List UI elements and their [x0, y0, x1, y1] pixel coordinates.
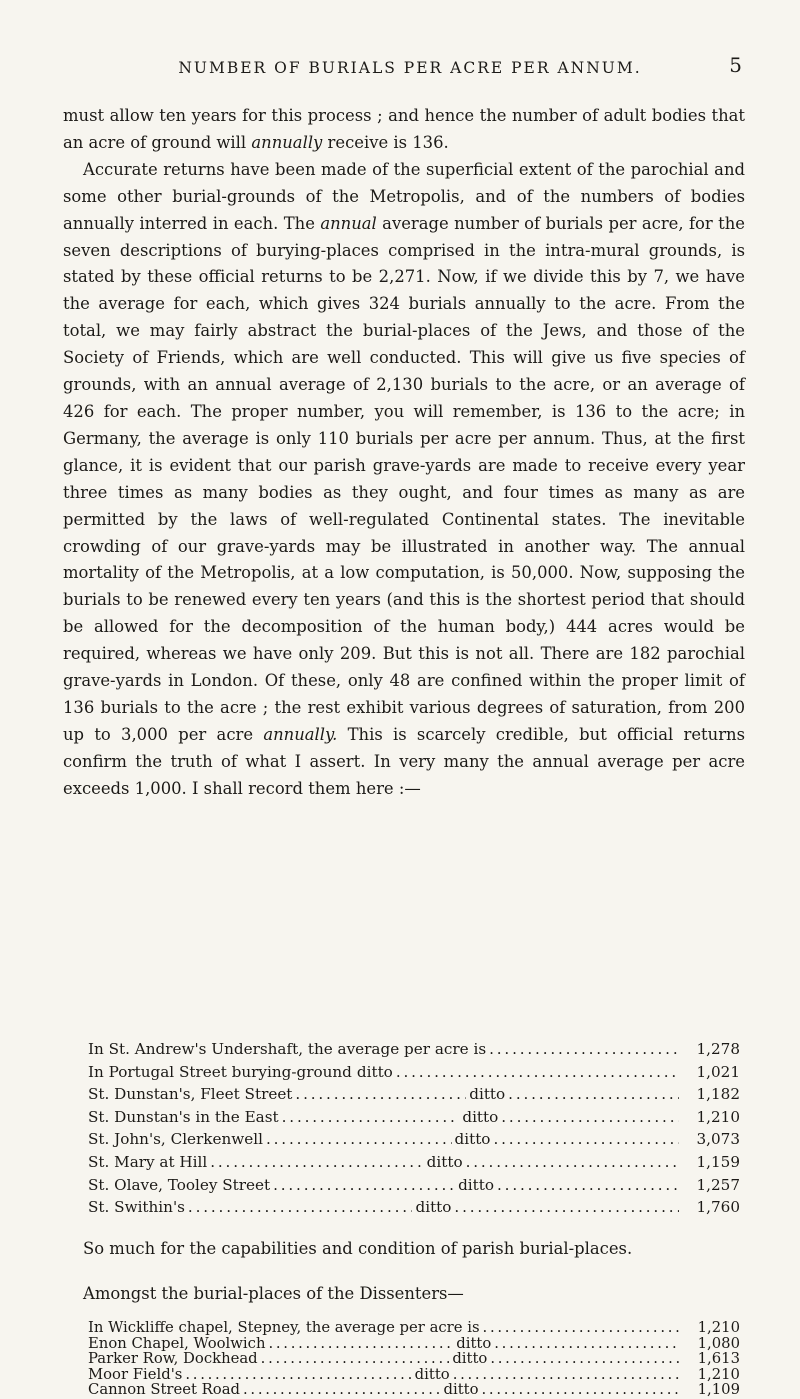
table-row — [88, 1038, 740, 1061]
row-place: St. Dunstan's, Fleet Street — [88, 1085, 293, 1104]
row-value: 1,210 — [697, 1319, 740, 1336]
dissenters-burial-table — [88, 1320, 740, 1398]
row-value: 1,021 — [696, 1062, 740, 1081]
row-value: 3,073 — [696, 1130, 740, 1149]
table-row — [88, 1151, 740, 1174]
paragraph-1-text: must allow ten years for this process ; and hence the number of adult bodies that an acre of ground will — [63, 106, 745, 152]
body-text — [63, 103, 745, 803]
row-ditto: ditto — [443, 1381, 479, 1398]
table-row — [88, 1367, 740, 1383]
row-value: 1,613 — [697, 1350, 740, 1367]
row-ditto: ditto — [469, 1085, 506, 1104]
closing-sentence: So much for the capabilities and condition of parish burial-places. — [83, 1239, 633, 1258]
row-place: In Wickliffe chapel, Stepney, the average per acre is — [88, 1319, 480, 1336]
row-place: St. Olave, Tooley Street — [88, 1175, 271, 1194]
dissenters-intro: Amongst the burial-places of the Dissenters— — [83, 1284, 464, 1303]
row-value: 1,278 — [696, 1040, 740, 1058]
table-row — [88, 1351, 740, 1367]
page-number: 5 — [729, 53, 742, 77]
table-row — [88, 1382, 740, 1398]
row-ditto: ditto — [426, 1152, 463, 1171]
dot-leader — [489, 1038, 679, 1061]
row-place: St. John's, Clerkenwell — [88, 1130, 263, 1149]
dot-leader — [483, 1320, 679, 1336]
dot-leader — [243, 1382, 440, 1398]
dot-leader — [501, 1106, 679, 1129]
dot-leader — [482, 1382, 679, 1398]
table-row — [88, 1196, 740, 1219]
paragraph-1 — [63, 103, 745, 157]
dot-leader — [453, 1367, 679, 1383]
paragraph-1-end: receive is 136. — [322, 132, 449, 152]
dot-leader — [490, 1351, 679, 1367]
dot-leader — [508, 1083, 679, 1106]
table-row — [88, 1174, 740, 1197]
row-value: 1,210 — [696, 1107, 740, 1126]
dot-leader — [268, 1336, 453, 1352]
row-place: Enon Chapel, Woolwich — [88, 1334, 266, 1352]
table-row — [88, 1128, 740, 1151]
dot-leader — [210, 1151, 423, 1174]
row-ditto: ditto — [356, 1062, 393, 1081]
row-ditto: ditto — [415, 1198, 452, 1217]
table-row — [88, 1106, 740, 1129]
row-ditto: ditto — [458, 1175, 495, 1194]
dot-leader — [494, 1336, 679, 1352]
dot-leader — [282, 1106, 460, 1129]
row-ditto: ditto — [456, 1334, 492, 1352]
row-place: Cannon Street Road — [88, 1381, 241, 1398]
dot-leader — [266, 1128, 452, 1151]
row-value: 1,210 — [697, 1365, 740, 1383]
paragraph-2-emphasis-annual: annual — [320, 213, 377, 233]
dot-leader — [497, 1174, 679, 1197]
paragraph-2-a: Accurate returns have been made of the superficial extent of the parochial and some other burial-grounds of the Metropolis, and of the numbers of bodies annually interred in each. The — [63, 159, 745, 233]
dot-leader — [295, 1083, 466, 1106]
dot-leader — [396, 1061, 679, 1084]
table-row — [88, 1320, 740, 1336]
paragraph-2 — [63, 157, 745, 803]
row-value: 1,257 — [696, 1175, 740, 1194]
paragraph-2-emphasis-annually: annually. — [263, 724, 338, 744]
dot-leader — [188, 1196, 413, 1219]
paragraph-2-c: This is scarcely credible, but official returns confirm the truth of what I assert. In very many the annual average per acre exceeds 1,000. I shall record them here :— — [63, 724, 745, 798]
running-head: NUMBER OF BURIALS PER ACRE PER ANNUM. — [178, 59, 642, 77]
row-value: 1,760 — [696, 1198, 740, 1217]
row-ditto: ditto — [414, 1365, 450, 1383]
dot-leader — [493, 1128, 679, 1151]
row-value: 1,159 — [696, 1152, 740, 1171]
row-value: 1,109 — [697, 1381, 740, 1398]
paragraph-2-b: average number of burials per acre, for the seven descriptions of burying-places comprised in the intra-mural grounds, is stated by these official returns to be 2,271. Now, if we divide this by 7, we have the average for each, which gives 324 burials annually to the acre. From the total, we may fairly abstract the burial-places of the Jews, and those of the Society of Friends, which are well conducted. This will give us five species of grounds, with an annual average of 2,130 burials to the acre, or an average of 426 for each. The proper number, you will remember, is 136 to the acre; in Germany, the average is only 110 burials per acre per annum. Thus, at the first glance, it is evident that our parish grave-yards are made to receive every year three times as many bodies as they ought, and four times as many as are permitted by the laws of well-regulated Continental states. The inevitable crowding of our grave-yards may be illustrated in another way. The annual mortality of the Metropolis, at a low computation, is 50,000. Now, supposing the burials to be renewed every ten years (and this is the shortest period that should be allowed for the decomposition of the human body,) 444 acres would be required, whereas we have only 209. But this is not all. There are 182 parochial grave-yards in London. Of these, only 48 are confined within the proper limit of 136 burials to the acre ; the rest exhibit various degrees of saturation, from 200 up to 3,000 per acre — [63, 213, 745, 744]
row-value: 1,080 — [697, 1334, 740, 1352]
row-ditto: ditto — [462, 1107, 499, 1126]
page-header — [118, 55, 742, 85]
table-row — [88, 1083, 740, 1106]
row-ditto: ditto — [452, 1350, 488, 1367]
row-place: St. Dunstan's in the East — [88, 1107, 279, 1126]
parish-burial-table — [88, 1038, 740, 1219]
dot-leader — [454, 1196, 679, 1219]
dot-leader — [185, 1367, 411, 1383]
dot-leader — [261, 1351, 450, 1367]
dot-leader — [273, 1174, 455, 1197]
row-place: St. Swithin's — [88, 1198, 185, 1217]
row-place: In Portugal Street burying-ground — [88, 1062, 352, 1081]
row-ditto: ditto — [454, 1130, 491, 1149]
row-value: 1,182 — [696, 1085, 740, 1104]
paragraph-1-emphasis: annually — [251, 132, 323, 152]
row-place: St. Mary at Hill — [88, 1152, 208, 1171]
table-row — [88, 1061, 740, 1084]
row-place: Parker Row, Dockhead — [88, 1350, 258, 1367]
table-row — [88, 1336, 740, 1352]
dot-leader — [466, 1151, 679, 1174]
row-place: Moor Field's — [88, 1365, 183, 1383]
row-place: In St. Andrew's Undershaft, the average per acre is — [88, 1040, 487, 1058]
